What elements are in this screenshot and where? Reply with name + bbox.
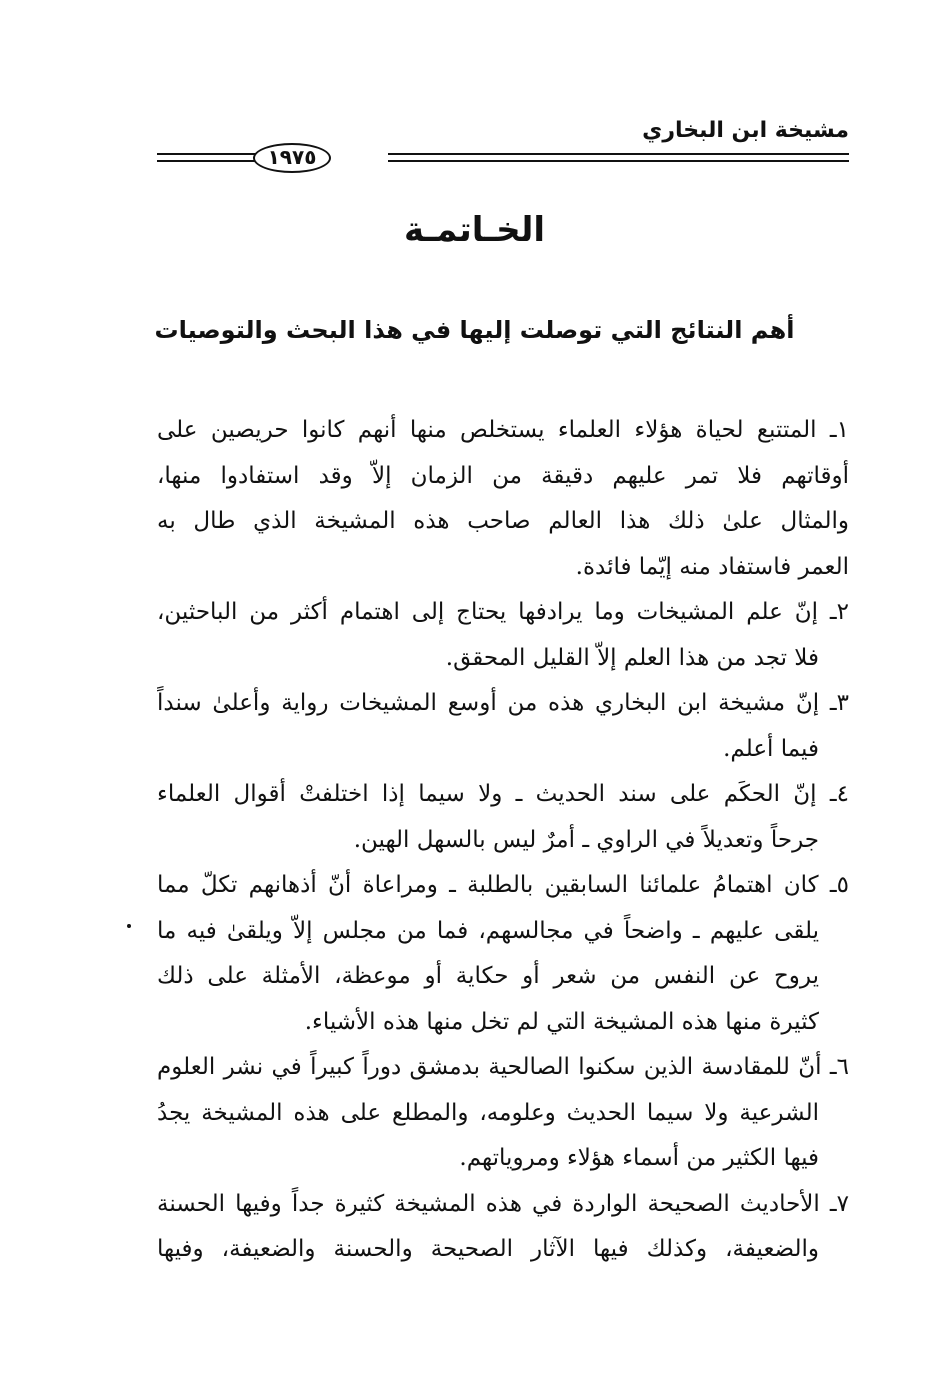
finding-item-4	[157, 772, 849, 863]
header-rule-line-right-top	[388, 153, 849, 155]
chapter-title: الخـاتمـة	[403, 210, 546, 250]
finding-item-7	[157, 1182, 849, 1273]
finding-line: ٤ـ إنّ الحكَم على سند الحديث ـ ولا سيما إذا اختلفتْ أقوال العلماء	[157, 781, 849, 807]
finding-line: يلقى عليهم ـ واضحاً في مجالسهم، فما من مجلس إلاّ ويلقىٰ فيه ما	[157, 917, 819, 944]
finding-line: فيما أعلم.	[723, 735, 819, 762]
finding-item-5	[157, 863, 849, 1045]
running-header-title: مشيخة ابن البخاري	[642, 118, 849, 143]
finding-line: ١ـ المتتبع لحياة هؤلاء العلماء يستخلص منها أنهم كانوا حريصين على	[157, 417, 849, 443]
finding-line: كثيرة منها هذه المشيخة التي لم تخل منها هذه الأشياء.	[304, 1008, 819, 1035]
finding-line: ٢ـ إنّ علم المشيخات وما يرادفها يحتاج إلى اهتمام أكثر من الباحثين،	[157, 599, 849, 625]
page-number-badge: ١٩٧٥	[253, 143, 331, 173]
finding-item-3	[157, 681, 849, 772]
finding-line: أوقاتهم فلا تمر عليهم دقيقة من الزمان إلاّ وقد استفادوا منها،	[157, 462, 849, 489]
finding-line: العمر فاستفاد منه إيّما فائدة.	[575, 553, 849, 580]
finding-item-2	[157, 590, 849, 681]
finding-line: ٧ـ الأحاديث الصحيحة الواردة في هذه المشيخة كثيرة جداً وفيها الحسنة	[157, 1190, 849, 1217]
finding-line: ٥ـ كان اهتمامُ علمائنا السابقين بالطلبة ـ ومراعاة أنّ أذهانهم تكلّ مما	[157, 872, 849, 898]
scan-speck	[127, 924, 131, 928]
finding-item-1	[157, 408, 849, 590]
finding-line: يروح عن النفس من شعر أو حكاية أو موعظة، الأمثلة على ذلك	[157, 963, 819, 989]
header-rule-line-right-bottom	[388, 160, 849, 162]
finding-line: فيها الكثير من أسماء هؤلاء ومروياتهم.	[459, 1145, 819, 1171]
finding-line: والمثال علىٰ ذلك هذا العالم صاحب هذه المشيخة الذي طال به	[157, 508, 849, 534]
finding-line: ٣ـ إنّ مشيخة ابن البخاري هذه من أوسع المشيخات رواية وأعلىٰ سنداً	[157, 690, 849, 716]
finding-line: ٦ـ أنّ للمقادسة الذين سكنوا الصالحية بدمشق دوراً كبيراً في نشر العلوم	[157, 1054, 849, 1080]
findings-list	[157, 408, 849, 1273]
finding-line: الشرعية ولا سيما الحديث وعلومه، والمطلع على هذه المشيخة يجدُ	[157, 1099, 819, 1126]
finding-line: جرحاً وتعديلاً في الراوي ـ أمرٌ ليس بالسهل الهين.	[353, 826, 819, 853]
finding-item-6	[157, 1045, 849, 1182]
finding-line: فلا تجد من هذا العلم إلاّ القليل المحقق.	[445, 644, 819, 671]
finding-line: والضعيفة، وكذلك فيها الآثار الصحيحة والحسنة والضعيفة، وفيها	[157, 1236, 819, 1262]
section-subtitle: أهم النتائج التي توصلت إليها في هذا البحث والتوصيات	[154, 316, 795, 344]
